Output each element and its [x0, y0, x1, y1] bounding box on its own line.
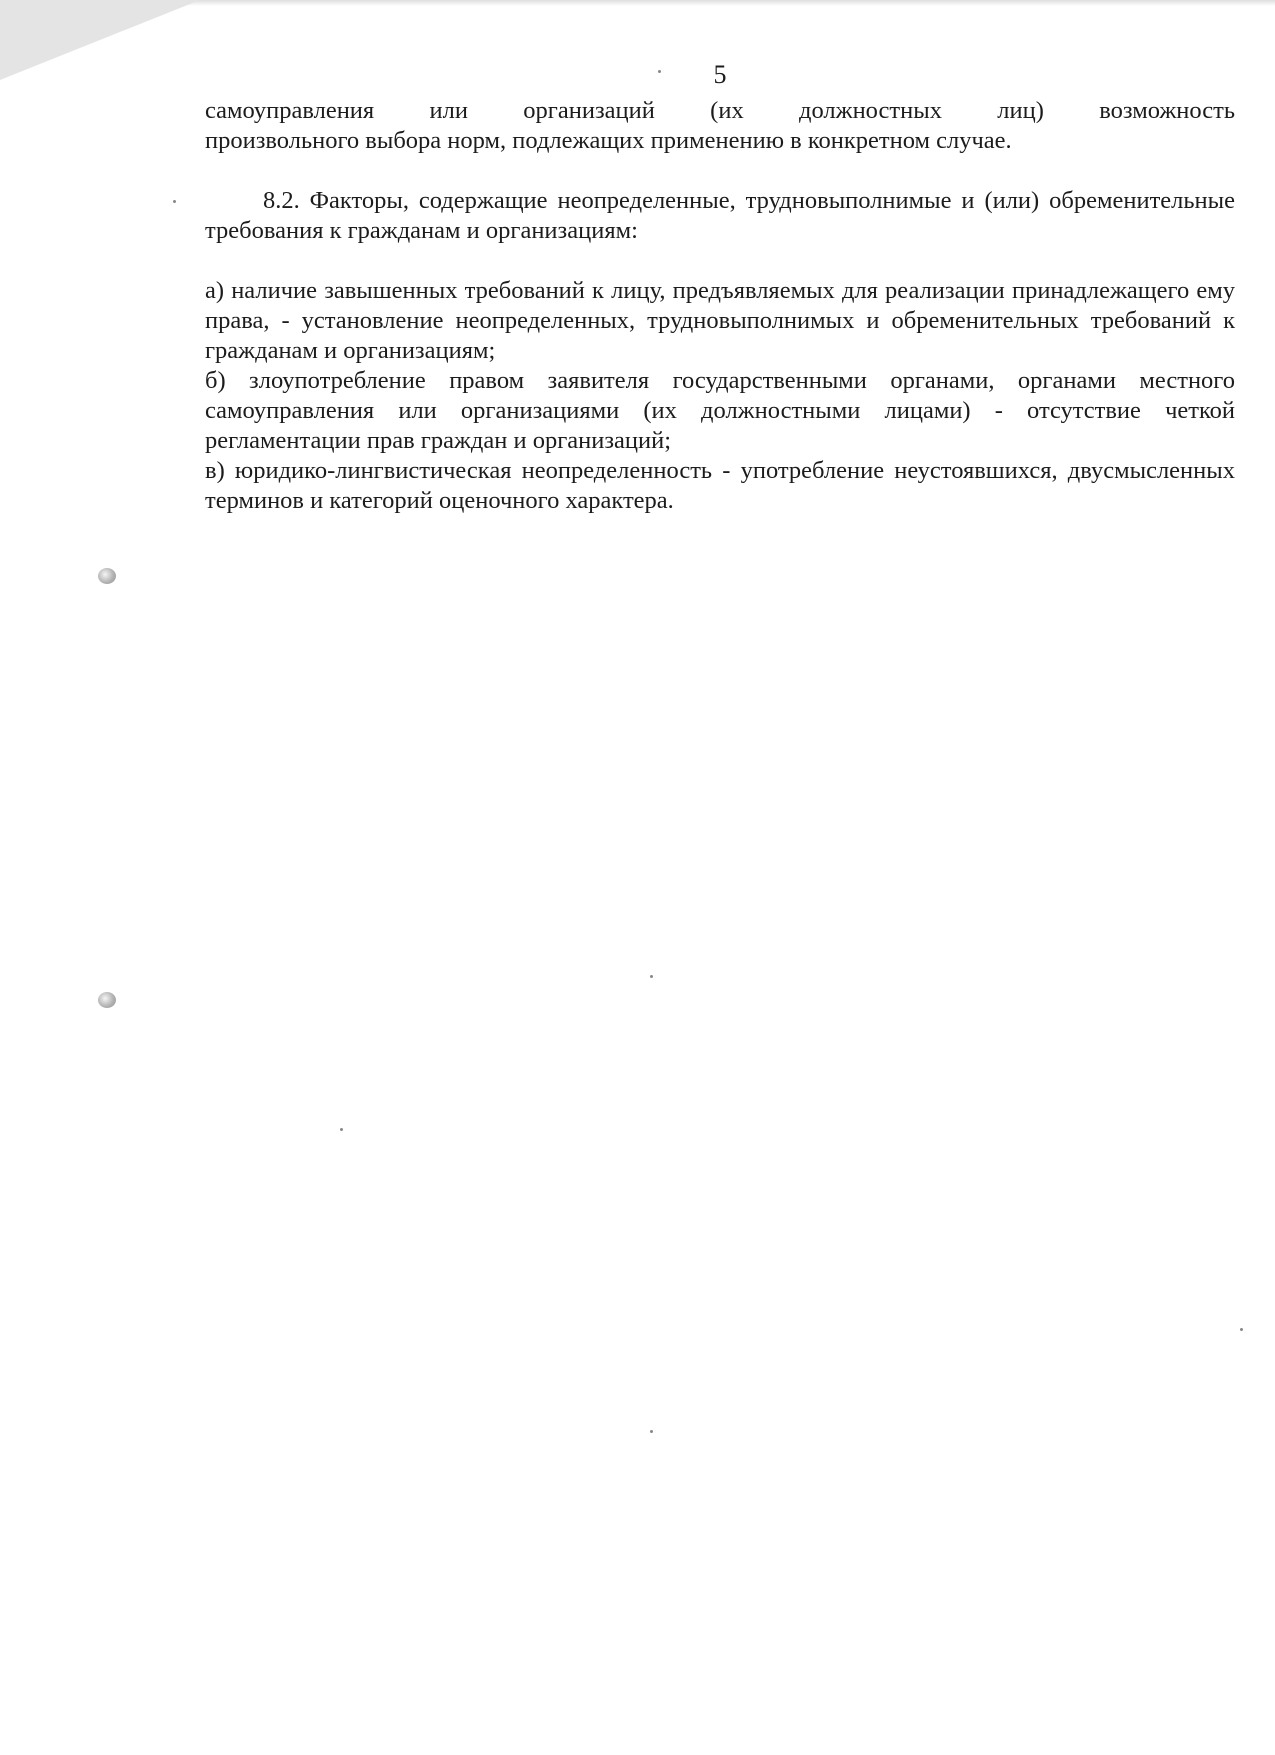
scan-speck — [650, 1430, 653, 1433]
document-body — [205, 96, 1235, 516]
paragraph-spacer — [205, 246, 1235, 276]
continuation-line-1: самоуправления или организаций (их должностных лиц) возможность — [205, 97, 1235, 124]
scan-speck — [1240, 1328, 1243, 1331]
list-item-a: а) наличие завышенных требований к лицу, предъявляемых для реализации принадлежащего ему права, - установление неопределенных, трудновыполнимых и обременительных требований к гражданам и организациям; — [205, 277, 1235, 364]
list-item-b: б) злоупотребление правом заявителя государственными органами, органами местного самоуправления или организациями (их должностными лицами) - отсутствие четкой регламентации прав граждан и организаций; — [205, 367, 1235, 454]
section-8-2-heading: 8.2. Факторы, содержащие неопределенные, трудновыполнимые и (или) обременительные требования к гражданам и организациям: — [205, 187, 1235, 244]
punch-hole-mark — [98, 992, 116, 1008]
scan-corner-shadow — [0, 0, 200, 80]
list-item-v: в) юридико-лингвистическая неопределенность - употребление неустоявшихся, двусмысленных терминов и категорий оценочного характера. — [205, 457, 1235, 514]
punch-hole-mark — [98, 568, 116, 584]
scan-speck — [173, 200, 176, 203]
page-number: 5 — [713, 60, 727, 89]
paragraph-spacer — [205, 156, 1235, 186]
scan-speck — [658, 70, 661, 73]
scan-speck — [650, 975, 653, 978]
continuation-line-2: произвольного выбора норм, подлежащих применению в конкретном случае. — [205, 127, 1012, 154]
scan-speck — [340, 1128, 343, 1131]
